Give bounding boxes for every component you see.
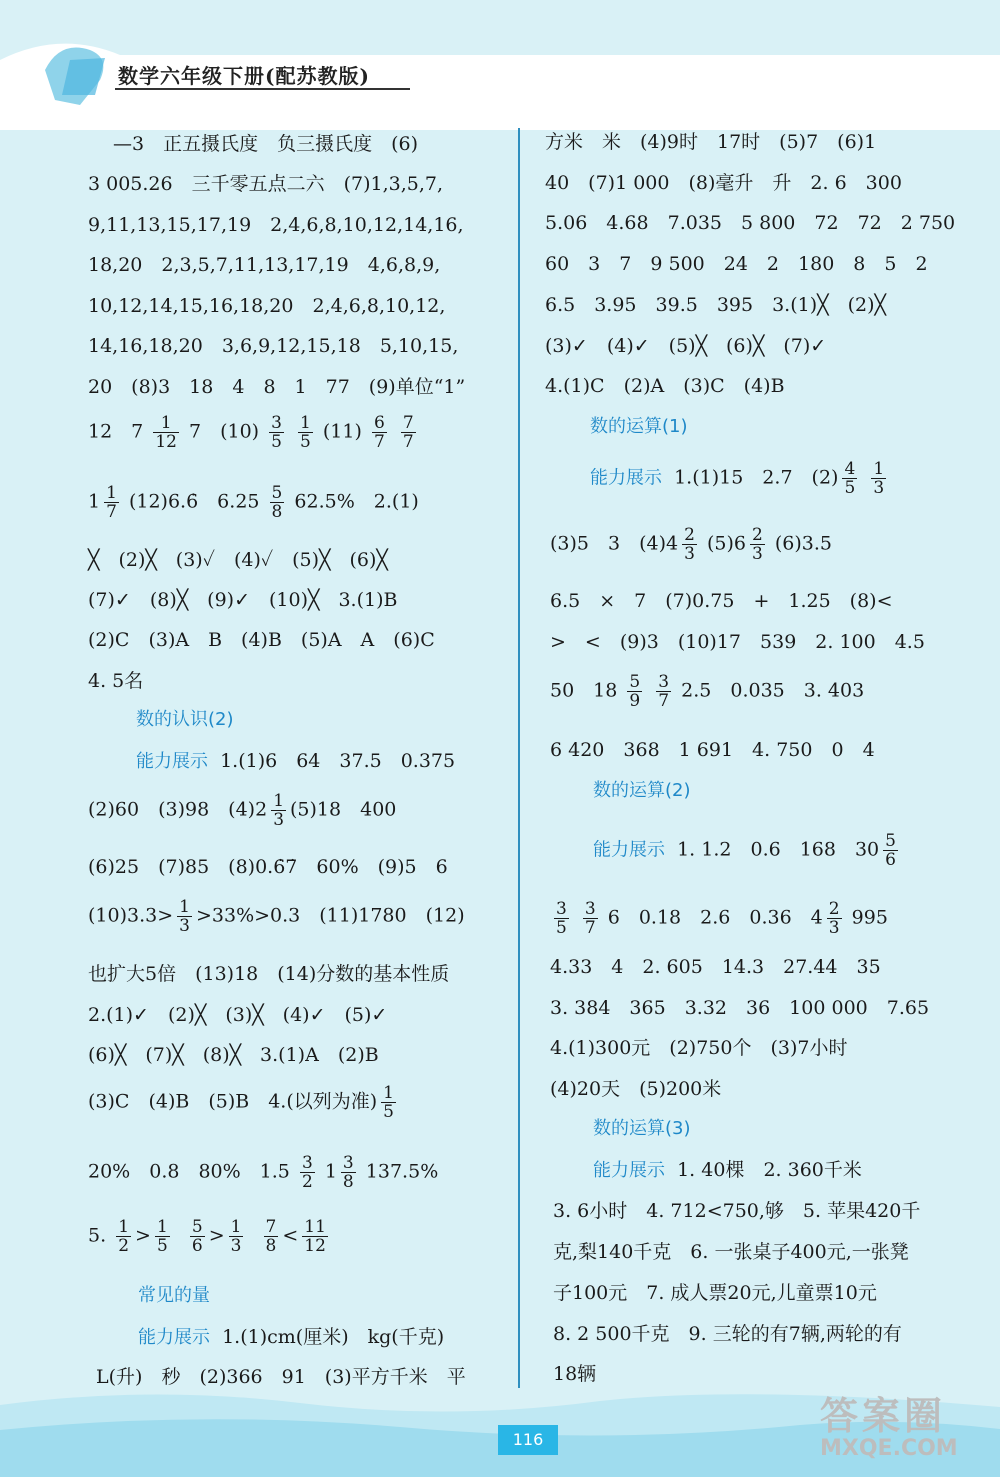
line: 12 7 $\frac{1}{12}$ 7 (10) $\frac{3}{5}$ $\frac{1}{5}$ (11) $\frac{6}{7}$ $\frac{7}{7}$ <box>88 413 414 452</box>
line: 8. 2 500千克 9. 三轮的有7辆,两轮的有 <box>553 1323 902 1345</box>
line: (7)✓ (8)╳ (9)✓ (10)╳ 3.(1)B <box>88 589 398 611</box>
fraction: $\frac{3}{7}$ <box>584 899 596 938</box>
line: 3. 6小时 4. 712<750,够 5. 苹果420千 <box>553 1200 921 1222</box>
fraction: $\frac{3}{8}$ <box>342 1153 354 1192</box>
line: 克,梨140千克 6. 一张桌子400元,一张凳 <box>553 1241 909 1263</box>
line: 方米 米 (4)9时 17时 (5)7 (6)1 <box>545 131 877 153</box>
line: 能力展示 1. 40棵 2. 360千米 <box>593 1159 862 1181</box>
fraction: $\frac{2}{3}$ <box>684 525 695 564</box>
section-heading: 数的运算(2) <box>593 780 691 801</box>
fraction: $\frac{11}{12}$ <box>304 1217 326 1256</box>
line: 4. 5名 <box>88 670 144 692</box>
line: 10,12,14,15,16,18,20 2,4,6,8,10,12, <box>88 295 446 317</box>
line: 14,16,18,20 3,6,9,12,15,18 5,10,15, <box>88 335 459 357</box>
fraction: $\frac{4}{5}$ <box>844 459 856 498</box>
line: 子100元 7. 成人票20元,儿童票10元 <box>553 1282 877 1304</box>
line: 60 3 7 9 500 24 2 180 8 5 2 <box>545 253 928 275</box>
fraction: $\frac{5}{8}$ <box>271 483 283 522</box>
line: (2)60 (3)98 (4)2 $\frac{1}{3}$ (5)18 400 <box>88 791 397 830</box>
line: (3)5 3 (4)4 $\frac{2}{3}$ (5)6 $\frac{2}{3}$ (6)3.5 <box>550 525 832 564</box>
line: L(升) 秒 (2)366 91 (3)平方千米 平 <box>96 1366 466 1388</box>
book-title: 数学六年级下册(配苏教版) <box>118 64 370 88</box>
fraction: $\frac{6}{7}$ <box>373 413 385 452</box>
line: 2.(1)✓ (2)╳ (3)╳ (4)✓ (5)✓ <box>88 1004 388 1026</box>
section-heading: 常见的量 <box>138 1285 210 1306</box>
fraction: $\frac{3}{7}$ <box>658 672 670 711</box>
fraction: $\frac{1}{5}$ <box>156 1217 168 1256</box>
line: 4.(1)C (2)A (3)C (4)B <box>545 375 785 397</box>
fraction: $\frac{1}{3}$ <box>873 459 885 498</box>
line: (4)20天 (5)200米 <box>550 1078 722 1100</box>
line: 能力展示 1. 1.2 0.6 168 30 $\frac{5}{6}$ <box>593 831 896 870</box>
fraction: $\frac{5}{6}$ <box>191 1217 203 1256</box>
fraction: $\frac{5}{9}$ <box>629 672 641 711</box>
line: (6)25 (7)85 (8)0.6̇7̇ 60% (9)5 6 <box>88 856 448 878</box>
fraction: $\frac{1}{12}$ <box>155 413 177 452</box>
line: 3. 384 365 3.32 36 100 000 7.65 <box>550 997 930 1019</box>
line: 能力展示 1.(1)15 2.7 (2) $\frac{4}{5}$ $\frac{1}{3}$ <box>590 459 885 498</box>
line: (3)C (4)B (5)B 4.(以列为准) $\frac{1}{5}$ <box>88 1083 394 1122</box>
line: 能力展示 1.(1)6 64 37.5 0.375 <box>136 750 456 772</box>
line: 5.06 4.68 7.035 5 800 72 72 2 750 <box>545 212 956 234</box>
line: 5. $\frac{1}{2}$ > $\frac{1}{5}$ $\frac{5}{6}$ > $\frac{1}{3}$ $\frac{7}{8}$ < $\frac{11}{12}$ <box>88 1217 326 1256</box>
line: 3 005.26 三千零五点二六 (7)1,3,5,7, <box>88 173 444 195</box>
fraction: $\frac{1}{3}$ <box>230 1217 242 1256</box>
line: ╳ (2)╳ (3)✓ (4)✓ (5)╳ (6)╳ <box>88 549 388 571</box>
line: —3 正五摄氏度 负三摄氏度 (6) <box>113 133 419 155</box>
fraction: $\frac{2}{3}$ <box>828 899 840 938</box>
section-heading: 数的运算(3) <box>593 1118 691 1139</box>
line: 6.5 3.95 39.5 395 3.(1)╳ (2)╳ <box>545 294 886 316</box>
column-divider <box>518 128 520 1388</box>
line: (6)╳ (7)╳ (8)╳ 3.(1)A (2)B <box>88 1044 379 1066</box>
line: 20% 0.8 80% 1.5 $\frac{3}{2}$ 1 $\frac{3}{8}$ 137.5% <box>88 1153 439 1192</box>
line: 1 $\frac{1}{7}$ (12)6.6̇ 6.25 $\frac{5}{8}$ 62.5% 2.(1) <box>88 483 419 522</box>
fraction: $\frac{5}{6}$ <box>885 831 896 870</box>
line: 18,20 2,3,5,7,11,13,17,19 4,6,8,9, <box>88 254 441 276</box>
line: (3)✓ (4)✓ (5)╳ (6)╳ (7)✓ <box>545 335 827 357</box>
line: (2)C (3)A B (4)B (5)A A (6)C <box>88 629 435 651</box>
page-number: 116 <box>498 1425 558 1455</box>
fraction: $\frac{3}{5}$ <box>271 413 282 452</box>
line: 40 (7)1 000 (8)毫升 升 2. 6 300 <box>545 172 902 194</box>
title-underline <box>115 88 410 90</box>
line: (10)3.3> $\frac{1}{3}$ >33%>0.3 (11)1780 (12) <box>88 897 465 936</box>
line: 18辆 <box>553 1363 597 1385</box>
fraction: $\frac{3}{2}$ <box>301 1153 313 1192</box>
fraction: $\frac{1}{5}$ <box>300 413 311 452</box>
fraction: $\frac{7}{7}$ <box>402 413 414 452</box>
section-heading: 数的运算(1) <box>590 416 688 437</box>
line: $\frac{3}{5}$ $\frac{3}{7}$ 6 0.18 2.6 0.36 4 $\frac{2}{3}$ 995 <box>556 899 888 938</box>
fraction: $\frac{1}{2}$ <box>118 1217 130 1256</box>
fraction: $\frac{7}{8}$ <box>265 1217 277 1256</box>
line: 20 (8)3 18 4 8 1 77 (9)单位“1” <box>88 376 466 398</box>
line: 4.33 4 2. 605 14.3 27.44 35 <box>550 956 881 978</box>
line: 50 18 $\frac{5}{9}$ $\frac{3}{7}$ 2.5 0.035 3. 403 <box>550 672 865 711</box>
fraction: $\frac{1}{3}$ <box>179 897 190 936</box>
line: 能力展示 1.(1)cm(厘米) kg(千克) <box>138 1326 445 1348</box>
line: 4.(1)300元 (2)750个 (3)7小时 <box>550 1037 848 1059</box>
line: > < (9)3 (10)17 539 2. 100 4.5 <box>550 631 925 653</box>
fraction: $\frac{3}{5}$ <box>556 899 567 938</box>
fraction: $\frac{2}{3}$ <box>751 525 763 564</box>
fraction: $\frac{1}{3}$ <box>273 791 285 830</box>
watermark: 答案圈 MXQE.COM <box>820 1394 958 1461</box>
fraction: $\frac{1}{5}$ <box>383 1083 394 1122</box>
line: 6 420 368 1 691 4. 750 0 4 <box>550 739 875 761</box>
line: 也扩大5倍 (13)18 (14)分数的基本性质 <box>88 963 450 985</box>
fraction: $\frac{1}{7}$ <box>106 483 117 522</box>
line: 9,11,13,15,17,19 2,4,6,8,10,12,14,16, <box>88 214 464 236</box>
section-heading: 数的认识(2) <box>136 709 234 730</box>
line: 6.5 × 7 (7)0.75 + 1.25 (8)< <box>550 590 893 612</box>
